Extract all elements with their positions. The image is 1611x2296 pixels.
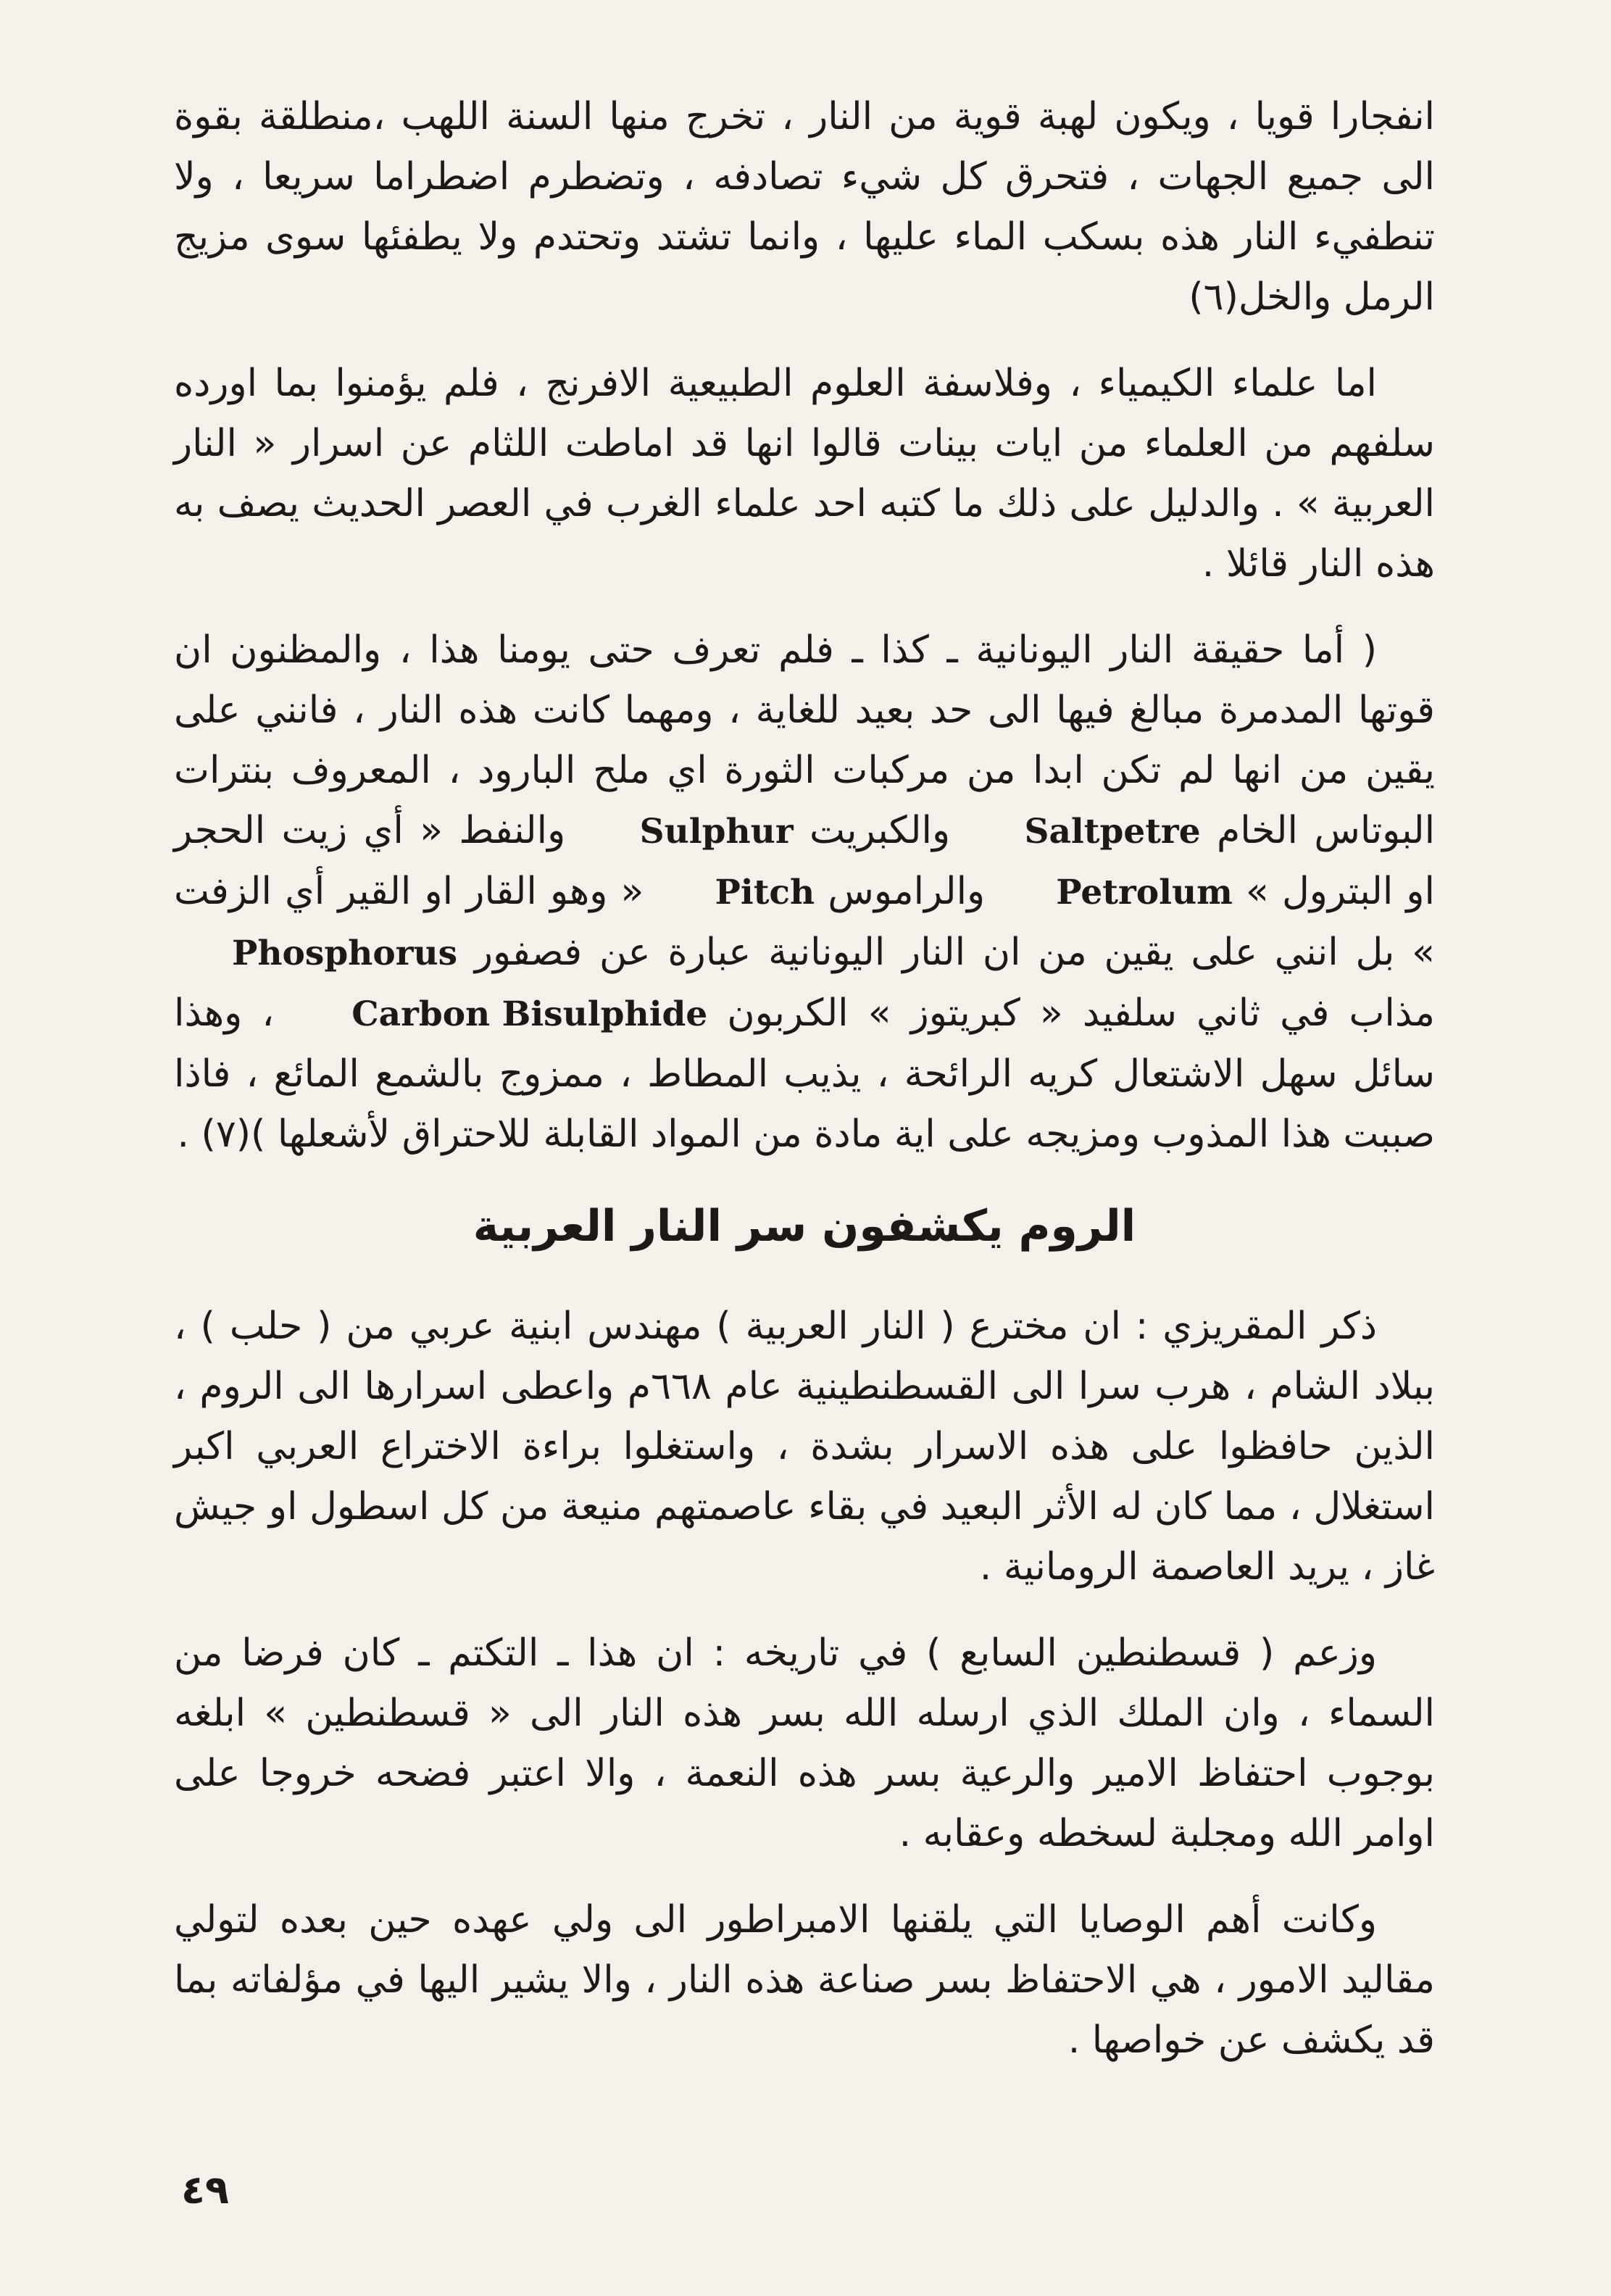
paragraph-6: وكانت أهم الوصايا التي يلقنها الامبراطور الى ولي عهده حين بعده لتولي مقاليد الامور ، هي الاحتفاظ بسر صناعة هذه النار ، والا يشير اليها في مؤلفاته بما قد يكشف عن خواصها .: [174, 1898, 1435, 2062]
term-saltpetre: Saltpetre: [1024, 812, 1201, 852]
term-sulphur: Sulphur: [639, 812, 794, 852]
term-phosphorus: Phosphorus: [232, 933, 458, 973]
term-pitch: Pitch: [715, 873, 815, 912]
term-carbon-bisulphide: Carbon Bisulphide: [351, 994, 708, 1034]
quote-text-5: « وهو القار او القير أي الزفت » بل انني على يقين من ان النار اليونانية عبارة عن فصفور: [174, 870, 1435, 974]
paragraph-1: انفجارا قويا ، ويكون لهبة قوية من النار ، تخرج منها السنة اللهب ،منطلقة بقوة الى جميع الجهات ، فتحرق كل شيء تصادفه ، وتضطرم اضطراما سريعا ، ولا تنطفيء النار هذه بسكب الماء عليها ، وانما تشتد وتحتدم ولا يطفئها سوى مزيج الرمل والخل(٦): [174, 95, 1435, 319]
quote-text-7: ، وهذا سائل سهل الاشتعال كريه الرائحة ، يذيب المطاط ، ممزوج بالشمع المائع ، فاذا صببت هذا المذوب ومزيجه على اية مادة من المواد القابلة للاحتراق لأشعلها )(٧) .: [174, 991, 1435, 1156]
paragraph-5: وزعم ( قسطنطين السابع ) في تاريخه : ان هذا ـ التكتم ـ كان فرضا من السماء ، وان الملك الذي ارسله الله بسر هذه النار الى « قسطنطين » ابلغه بوجوب احتفاظ الامير والرعية بسر هذه النعمة ، والا اعتبر فضحه خروجا على اوامر الله ومجلبة لسخطه وعقابه .: [174, 1631, 1435, 1855]
quote-text-1: ( أما حقيقة النار اليونانية ـ كذا ـ فلم تعرف حتى يومنا هذا ، والمظنون ان قوتها المدمرة مبالغ فيها الى حد بعيد للغاية ، ومهما كانت هذه النار ، فانني على يقين من انها لم تكن ابدا من مركبات الثورة اي ملح البارود ، المعروف بنترات البوتاس الخام: [174, 628, 1436, 852]
quote-text-3: والنفط « أي زيت الحجر او البترول »: [174, 809, 1435, 913]
book-page: [174, 87, 1435, 2232]
section-heading: الروم يكشفون سر النار العربية: [473, 1201, 1136, 1252]
paragraph-2: اما علماء الكيمياء ، وفلاسفة العلوم الطبيعية الافرنج ، فلم يؤمنوا بما اورده سلفهم من العلماء من ايات بينات قالوا انها قد اماطت اللثام عن اسرار « النار العربية » . والدليل على ذلك ما كتبه احد علماء الغرب في العصر الحديث يصف به هذه النار قائلا .: [174, 362, 1435, 586]
paragraph-3-quote: [174, 620, 1435, 1165]
quote-text-2: والكبريت: [809, 809, 951, 852]
term-petrolum: Petrolum: [1056, 873, 1233, 912]
quote-text-6: مذاب في ثاني سلفيد « كبريتوز » الكربون: [727, 991, 1435, 1035]
paragraph-4: ذكر المقريزي : ان مخترع ( النار العربية ) مهندس ابنية عربي من ( حلب ) ، ببلاد الشام ، هرب سرا الى القسطنطينية عام ٦٦٨م واعطى اسرارها الى الروم ، الذين حافظوا على هذه الاسرار بشدة ، واستغلوا براءة الاختراع العربي اكبر استغلال ، مما كان له الأثر البعيد في بقاء عاصمتهم منيعة من كل اسطول او جيش غاز ، يريد العاصمة الرومانية .: [174, 1305, 1435, 1589]
page-number: ٤٩: [181, 2167, 229, 2213]
quote-text-4: والراموس: [828, 870, 986, 913]
